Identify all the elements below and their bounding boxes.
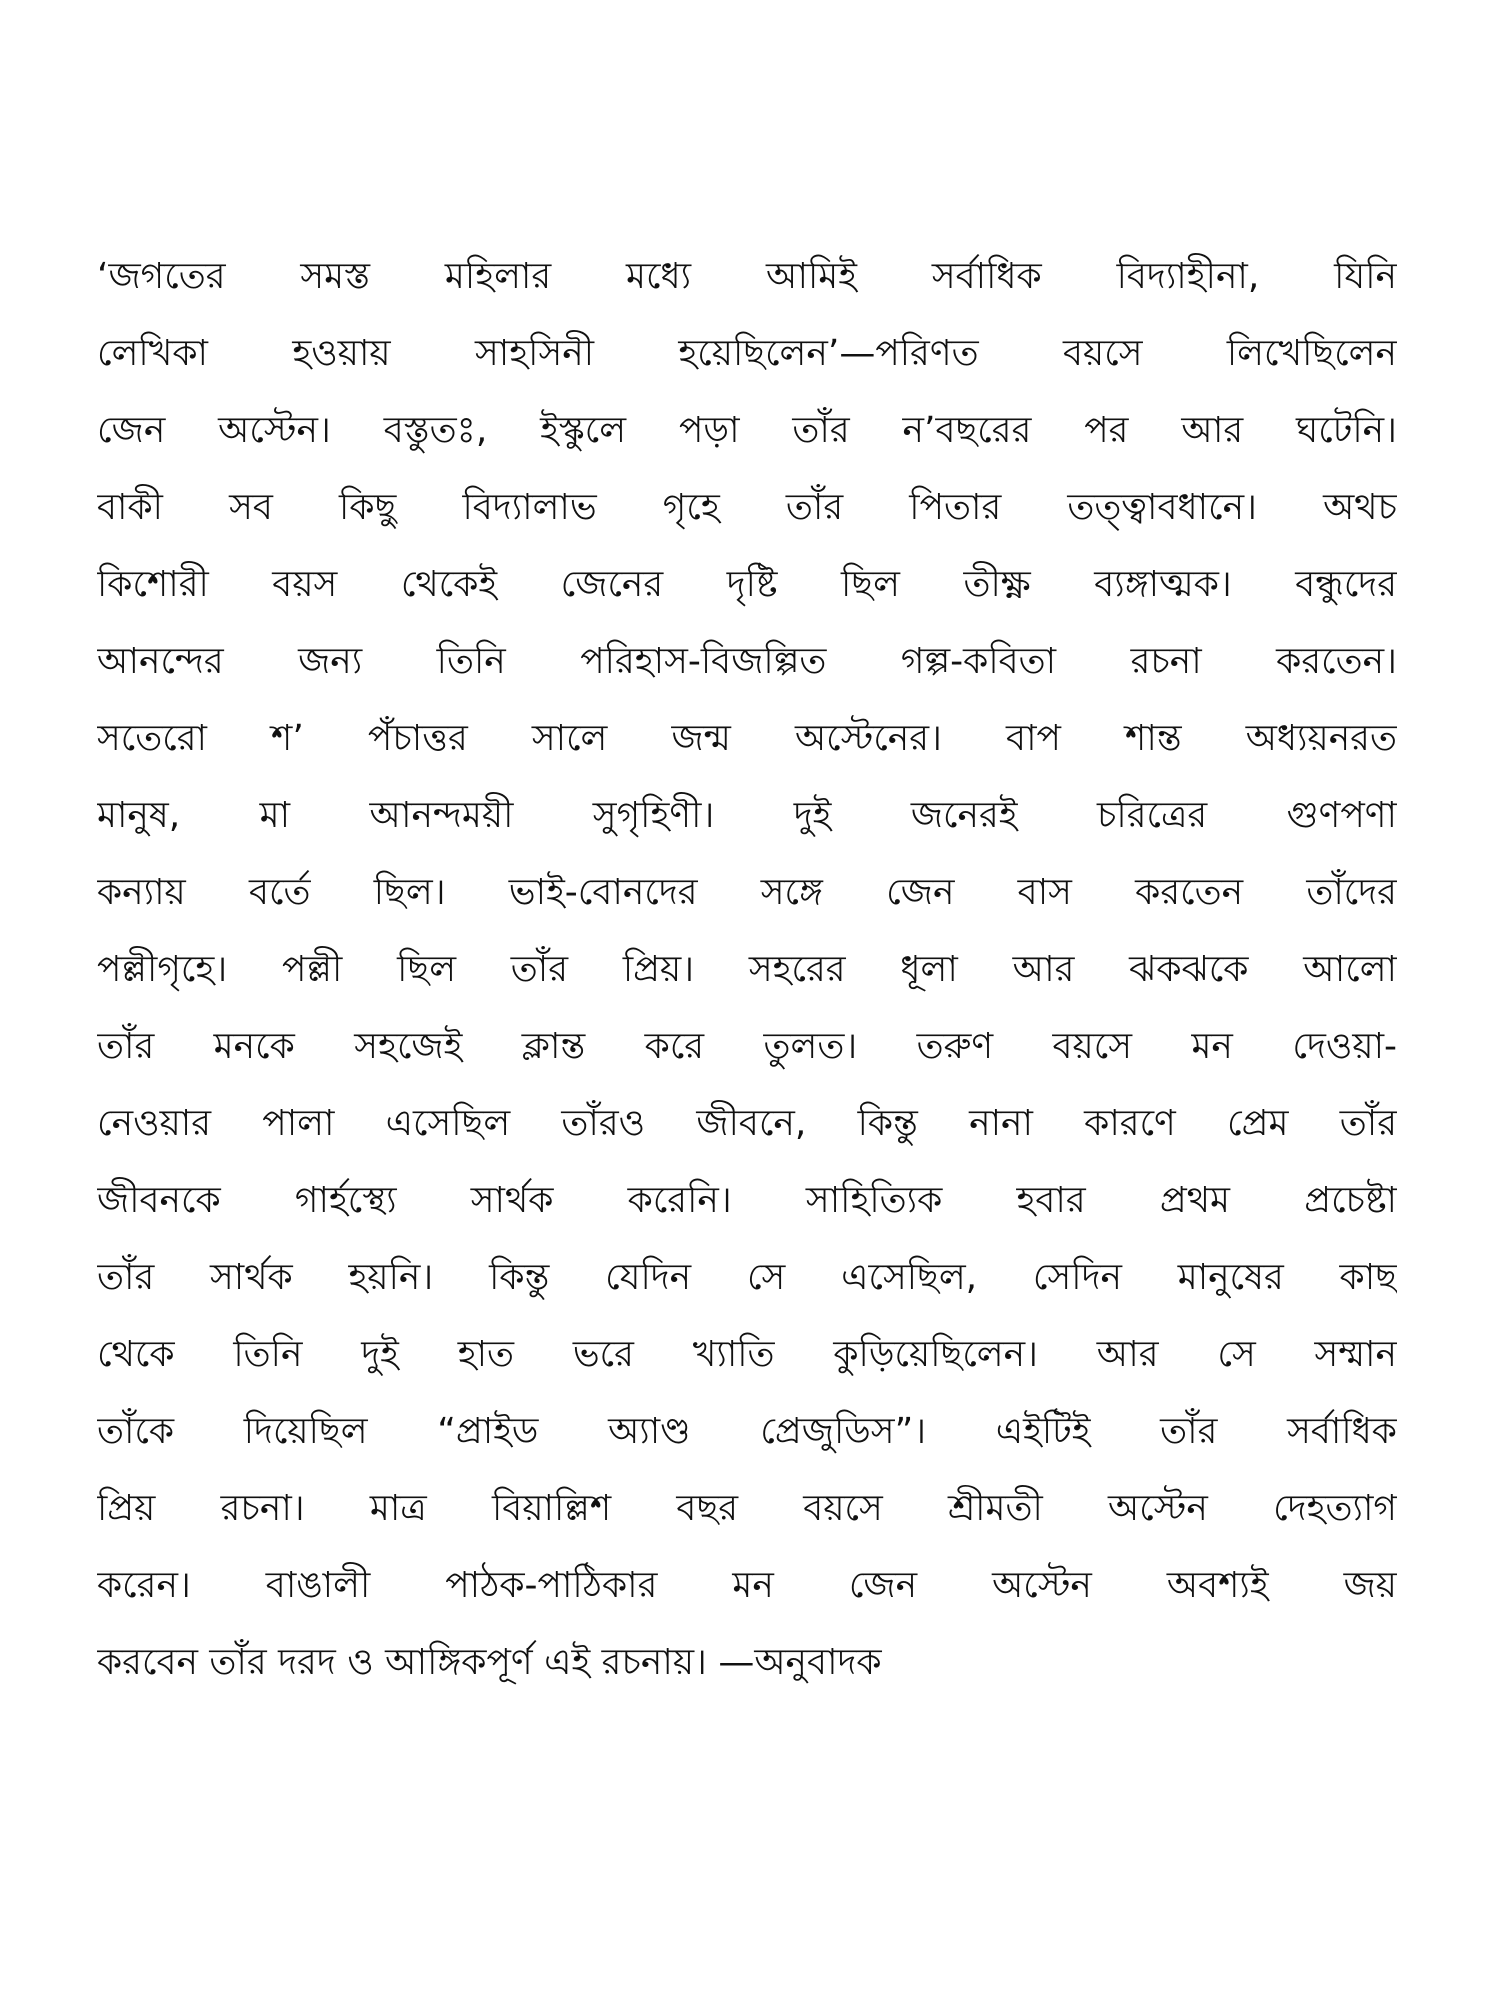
text-line: ‘জগতের সমস্ত মহিলার মধ্যে আমিই সর্বাধিক বিদ্যাহীনা, যিনি [97, 256, 1397, 297]
text-line: পল্লীগৃহে। পল্লী ছিল তাঁর প্রিয়। সহরের ধূলা আর ঝকঝকে আলো [97, 949, 1397, 990]
text-line: প্রিয় রচনা। মাত্র বিয়াল্লিশ বছর বয়সে শ্রীমতী অস্টেন দেহত্যাগ [97, 1488, 1397, 1529]
text-line: তাঁর মনকে সহজেই ক্লান্ত করে তুলত। তরুণ বয়সে মন দেওয়া- [97, 1026, 1397, 1067]
text-line: জীবনকে গার্হস্থ্যে সার্থক করেনি। সাহিত্যিক হবার প্রথম প্রচেষ্টা [97, 1180, 1397, 1221]
text-line: মানুষ, মা আনন্দময়ী সুগৃহিণী। দুই জনেরই চরিত্রের গুণপণা [97, 795, 1397, 836]
text-line: নেওয়ার পালা এসেছিল তাঁরও জীবনে, কিন্তু নানা কারণে প্রেম তাঁর [97, 1103, 1397, 1144]
text-line: তাঁকে দিয়েছিল “প্রাইড অ্যাণ্ড প্রেজুডিস”। এইটিই তাঁর সর্বাধিক [97, 1411, 1397, 1452]
text-line: জেন অস্টেন। বস্তুতঃ, ইস্কুলে পড়া তাঁর ন’বছরের পর আর ঘটেনি। [97, 410, 1397, 451]
text-line-signature: করবেন তাঁর দরদ ও আঙ্গিকপূর্ণ এই রচনায়। —অনুবাদক [97, 1642, 882, 1683]
text-line: কিশোরী বয়স থেকেই জেনের দৃষ্টি ছিল তীক্ষ্ণ ব্যঙ্গাত্মক। বন্ধুদের [97, 564, 1397, 605]
text-line: লেখিকা হওয়ায় সাহসিনী হয়েছিলেন’—পরিণত বয়সে লিখেছিলেন [97, 333, 1397, 374]
text-line: করেন। বাঙালী পাঠক-পাঠিকার মন জেন অস্টেন অবশ্যই জয় [97, 1565, 1397, 1606]
text-line: বাকী সব কিছু বিদ্যালাভ গৃহে তাঁর পিতার তত্ত্বাবধানে। অথচ [97, 487, 1397, 528]
text-line: থেকে তিনি দুই হাত ভরে খ্যাতি কুড়িয়েছিলেন। আর সে সম্মান [97, 1334, 1397, 1375]
text-line: কন্যায় বর্তে ছিল। ভাই-বোনদের সঙ্গে জেন বাস করতেন তাঁদের [97, 872, 1397, 913]
text-line: সতেরো শ’ পঁচাত্তর সালে জন্ম অস্টেনের। বাপ শান্ত অধ্যয়নরত [97, 718, 1397, 759]
text-line: আনন্দের জন্য তিনি পরিহাস-বিজল্পিত গল্প-কবিতা রচনা করতেন। [97, 641, 1397, 682]
text-line: তাঁর সার্থক হয়নি। কিন্তু যেদিন সে এসেছিল, সেদিন মানুষের কাছ [97, 1257, 1397, 1298]
body-paragraph [97, 238, 1397, 1701]
